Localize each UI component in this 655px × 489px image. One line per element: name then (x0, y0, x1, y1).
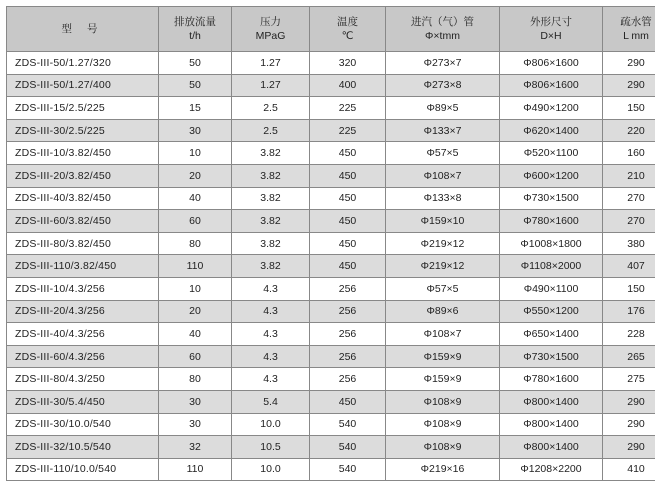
table-row (7, 232, 655, 255)
cell-pressure: 10.0 (232, 413, 310, 436)
cell-model: ZDS-III-50/1.27/320 (7, 52, 159, 75)
cell-pressure: 3.82 (232, 142, 310, 165)
cell-inlet-pipe: Φ219×12 (386, 255, 500, 278)
cell-drain-pipe: 410 (603, 458, 655, 481)
cell-inlet-pipe: Φ273×8 (386, 74, 500, 97)
cell-temperature: 400 (310, 74, 386, 97)
header-dimensions-label: 外形尺寸 (530, 16, 572, 28)
cell-pressure: 4.3 (232, 300, 310, 323)
cell-pressure: 4.3 (232, 345, 310, 368)
header-inlet-pipe (386, 7, 500, 52)
cell-temperature: 256 (310, 277, 386, 300)
header-temperature-label: 温度 (337, 16, 358, 28)
cell-flow: 110 (159, 255, 232, 278)
cell-pressure: 10.0 (232, 458, 310, 481)
header-drain-pipe (603, 7, 655, 52)
cell-inlet-pipe: Φ108×9 (386, 413, 500, 436)
cell-temperature: 450 (310, 187, 386, 210)
cell-temperature: 450 (310, 164, 386, 187)
cell-model: ZDS-III-10/4.3/256 (7, 277, 159, 300)
cell-model: ZDS-III-30/10.0/540 (7, 413, 159, 436)
cell-model: ZDS-III-30/2.5/225 (7, 119, 159, 142)
cell-inlet-pipe: Φ57×5 (386, 142, 500, 165)
table-row (7, 345, 655, 368)
table-row (7, 255, 655, 278)
table-row (7, 164, 655, 187)
table-row (7, 390, 655, 413)
cell-pressure: 3.82 (232, 164, 310, 187)
cell-temperature: 225 (310, 119, 386, 142)
cell-dimensions: Φ800×1400 (500, 436, 603, 459)
cell-drain-pipe: 380 (603, 232, 655, 255)
cell-flow: 50 (159, 52, 232, 75)
cell-model: ZDS-III-80/3.82/450 (7, 232, 159, 255)
cell-drain-pipe: 210 (603, 164, 655, 187)
table-row (7, 97, 655, 120)
cell-flow: 80 (159, 368, 232, 391)
cell-flow: 15 (159, 97, 232, 120)
cell-dimensions: Φ800×1400 (500, 413, 603, 436)
cell-inlet-pipe: Φ159×9 (386, 368, 500, 391)
cell-pressure: 3.82 (232, 210, 310, 233)
header-flow-unit: t/h (189, 30, 201, 42)
cell-drain-pipe: 160 (603, 142, 655, 165)
cell-flow: 30 (159, 119, 232, 142)
cell-temperature: 450 (310, 232, 386, 255)
cell-drain-pipe: 265 (603, 345, 655, 368)
cell-drain-pipe: 275 (603, 368, 655, 391)
cell-inlet-pipe: Φ159×9 (386, 345, 500, 368)
cell-model: ZDS-III-40/3.82/450 (7, 187, 159, 210)
header-drain-pipe-unit: L mm (623, 30, 649, 42)
header-drain-pipe-label: 疏水管 (620, 16, 652, 28)
table-row (7, 458, 655, 481)
cell-flow: 60 (159, 210, 232, 233)
cell-temperature: 450 (310, 210, 386, 233)
cell-dimensions: Φ620×1400 (500, 119, 603, 142)
cell-drain-pipe: 150 (603, 97, 655, 120)
cell-temperature: 225 (310, 97, 386, 120)
table-row (7, 52, 655, 75)
cell-pressure: 5.4 (232, 390, 310, 413)
cell-temperature: 450 (310, 255, 386, 278)
cell-model: ZDS-III-32/10.5/540 (7, 436, 159, 459)
table-row (7, 323, 655, 346)
cell-temperature: 540 (310, 436, 386, 459)
cell-pressure: 2.5 (232, 97, 310, 120)
table-row (7, 142, 655, 165)
cell-inlet-pipe: Φ108×7 (386, 164, 500, 187)
cell-flow: 30 (159, 413, 232, 436)
cell-model: ZDS-III-60/3.82/450 (7, 210, 159, 233)
cell-model: ZDS-III-60/4.3/256 (7, 345, 159, 368)
cell-inlet-pipe: Φ159×10 (386, 210, 500, 233)
header-temperature-unit: ℃ (341, 30, 354, 42)
cell-inlet-pipe: Φ108×7 (386, 323, 500, 346)
cell-dimensions: Φ550×1200 (500, 300, 603, 323)
cell-drain-pipe: 176 (603, 300, 655, 323)
table-row (7, 74, 655, 97)
table-body (7, 52, 655, 481)
cell-flow: 110 (159, 458, 232, 481)
cell-flow: 20 (159, 300, 232, 323)
cell-pressure: 3.82 (232, 187, 310, 210)
cell-model: ZDS-III-30/5.4/450 (7, 390, 159, 413)
cell-model: ZDS-III-20/4.3/256 (7, 300, 159, 323)
header-flow-label: 排放流量 (174, 16, 216, 28)
header-dimensions (500, 7, 603, 52)
cell-flow: 40 (159, 323, 232, 346)
cell-flow: 32 (159, 436, 232, 459)
cell-model: ZDS-III-110/10.0/540 (7, 458, 159, 481)
cell-model: ZDS-III-110/3.82/450 (7, 255, 159, 278)
header-model-label: 型 号 (61, 23, 104, 35)
cell-pressure: 10.5 (232, 436, 310, 459)
cell-pressure: 4.3 (232, 277, 310, 300)
cell-dimensions: Φ650×1400 (500, 323, 603, 346)
cell-dimensions: Φ806×1600 (500, 74, 603, 97)
cell-dimensions: Φ1008×1800 (500, 232, 603, 255)
cell-drain-pipe: 270 (603, 187, 655, 210)
cell-temperature: 256 (310, 323, 386, 346)
table-row (7, 187, 655, 210)
cell-drain-pipe: 220 (603, 119, 655, 142)
cell-pressure: 4.3 (232, 368, 310, 391)
cell-flow: 50 (159, 74, 232, 97)
cell-dimensions: Φ520×1100 (500, 142, 603, 165)
table-row (7, 277, 655, 300)
table-row (7, 210, 655, 233)
cell-temperature: 320 (310, 52, 386, 75)
spec-table (6, 6, 655, 481)
table-row (7, 300, 655, 323)
cell-drain-pipe: 270 (603, 210, 655, 233)
header-row (7, 7, 655, 52)
cell-temperature: 450 (310, 142, 386, 165)
cell-inlet-pipe: Φ57×5 (386, 277, 500, 300)
cell-drain-pipe: 290 (603, 74, 655, 97)
cell-inlet-pipe: Φ108×9 (386, 390, 500, 413)
cell-pressure: 1.27 (232, 52, 310, 75)
header-pressure-label: 压力 (260, 16, 281, 28)
cell-temperature: 540 (310, 413, 386, 436)
cell-drain-pipe: 407 (603, 255, 655, 278)
table-row (7, 413, 655, 436)
cell-flow: 30 (159, 390, 232, 413)
cell-flow: 20 (159, 164, 232, 187)
cell-model: ZDS-III-80/4.3/250 (7, 368, 159, 391)
cell-pressure: 2.5 (232, 119, 310, 142)
cell-drain-pipe: 290 (603, 413, 655, 436)
header-pressure-unit: MPaG (255, 30, 286, 42)
cell-flow: 80 (159, 232, 232, 255)
cell-temperature: 256 (310, 345, 386, 368)
cell-flow: 40 (159, 187, 232, 210)
table-row (7, 436, 655, 459)
table-header (7, 7, 655, 52)
cell-drain-pipe: 290 (603, 52, 655, 75)
cell-inlet-pipe: Φ89×6 (386, 300, 500, 323)
cell-drain-pipe: 228 (603, 323, 655, 346)
cell-dimensions: Φ1108×2000 (500, 255, 603, 278)
cell-dimensions: Φ730×1500 (500, 187, 603, 210)
cell-model: ZDS-III-40/4.3/256 (7, 323, 159, 346)
cell-model: ZDS-III-10/3.82/450 (7, 142, 159, 165)
header-dimensions-unit: D×H (540, 30, 562, 42)
cell-inlet-pipe: Φ219×16 (386, 458, 500, 481)
cell-dimensions: Φ780×1600 (500, 210, 603, 233)
cell-flow: 60 (159, 345, 232, 368)
cell-temperature: 256 (310, 368, 386, 391)
cell-drain-pipe: 290 (603, 436, 655, 459)
table-row (7, 119, 655, 142)
cell-inlet-pipe: Φ89×5 (386, 97, 500, 120)
cell-dimensions: Φ1208×2200 (500, 458, 603, 481)
header-flow (159, 7, 232, 52)
header-model (7, 7, 159, 52)
cell-pressure: 3.82 (232, 255, 310, 278)
cell-temperature: 540 (310, 458, 386, 481)
cell-inlet-pipe: Φ133×7 (386, 119, 500, 142)
cell-dimensions: Φ600×1200 (500, 164, 603, 187)
cell-inlet-pipe: Φ108×9 (386, 436, 500, 459)
cell-dimensions: Φ490×1200 (500, 97, 603, 120)
cell-pressure: 1.27 (232, 74, 310, 97)
cell-flow: 10 (159, 142, 232, 165)
cell-model: ZDS-III-50/1.27/400 (7, 74, 159, 97)
cell-inlet-pipe: Φ273×7 (386, 52, 500, 75)
cell-dimensions: Φ806×1600 (500, 52, 603, 75)
cell-pressure: 4.3 (232, 323, 310, 346)
cell-dimensions: Φ800×1400 (500, 390, 603, 413)
cell-temperature: 450 (310, 390, 386, 413)
cell-inlet-pipe: Φ219×12 (386, 232, 500, 255)
cell-pressure: 3.82 (232, 232, 310, 255)
header-temperature (310, 7, 386, 52)
cell-drain-pipe: 150 (603, 277, 655, 300)
header-inlet-pipe-unit: Φ×tmm (425, 30, 460, 42)
cell-inlet-pipe: Φ133×8 (386, 187, 500, 210)
cell-dimensions: Φ780×1600 (500, 368, 603, 391)
cell-temperature: 256 (310, 300, 386, 323)
cell-dimensions: Φ730×1500 (500, 345, 603, 368)
cell-drain-pipe: 290 (603, 390, 655, 413)
header-inlet-pipe-label: 进汽（气）管 (411, 16, 474, 28)
table-row (7, 368, 655, 391)
cell-dimensions: Φ490×1100 (500, 277, 603, 300)
cell-model: ZDS-III-15/2.5/225 (7, 97, 159, 120)
cell-flow: 10 (159, 277, 232, 300)
cell-model: ZDS-III-20/3.82/450 (7, 164, 159, 187)
header-pressure (232, 7, 310, 52)
